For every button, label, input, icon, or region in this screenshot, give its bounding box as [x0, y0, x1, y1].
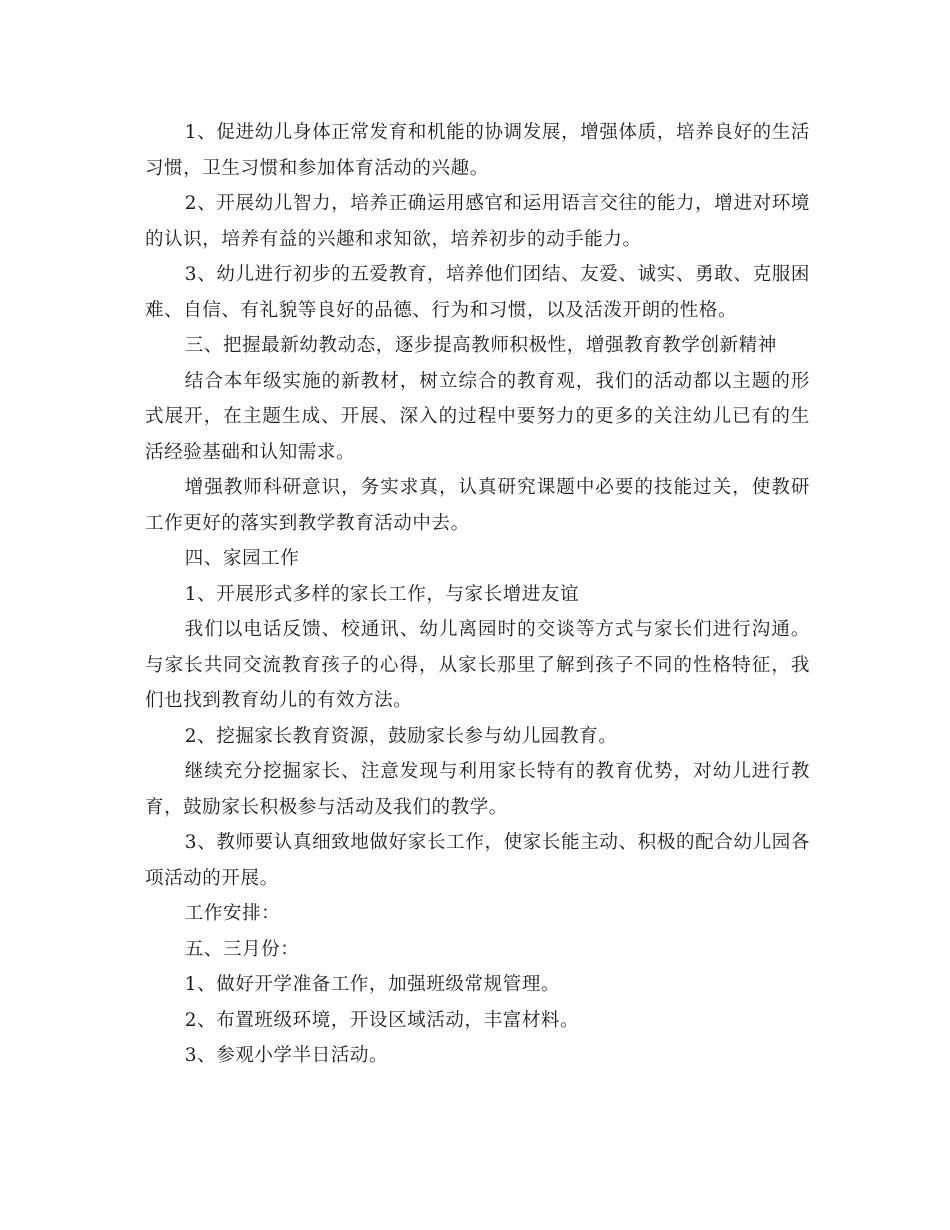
section-heading-5: 五、三月份：	[184, 938, 300, 960]
section-heading-4: 四、家园工作	[184, 548, 300, 569]
list-item-3: 3、参观小学半日活动。	[184, 1045, 389, 1066]
work-schedule-heading: 工作安排：	[184, 903, 281, 924]
subheading-4-2: 2、挖掘家长教育资源，鼓励家长参与幼儿园教育。	[184, 725, 618, 747]
section-heading-3: 三、把握最新幼教动态，逐步提高教师积极性，增强教育教学创新精神	[184, 335, 777, 356]
paragraph-3: 3、幼儿进行初步的五爱教育，培养他们团结、友爱、诚实、勇敢、克服困难、自信、有礼貌等良好的品德、行为和习惯，以及活泼开朗的性格。	[145, 264, 810, 321]
paragraph-6: 我们以电话反馈、校通讯、幼儿离园时的交谈等方式与家长们进行沟通。与家长共同交流教育孩子的心得，从家长那里了解到孩子不同的性格特征，我们也找到教育幼儿的有效方法。	[145, 619, 810, 711]
paragraph-5: 增强教师科研意识，务实求真，认真研究课题中必要的技能过关，使教研工作更好的落实到教学教育活动中去。	[145, 477, 810, 534]
subheading-4-3: 3、教师要认真细致地做好家长工作，使家长能主动、积极的配合幼儿园各项活动的开展。	[145, 832, 810, 889]
paragraph-2: 2、开展幼儿智力，培养正确运用感官和运用语言交往的能力，增进对环境的认识，培养有益的兴趣和求知欲，培养初步的动手能力。	[145, 193, 810, 250]
list-item-2: 2、布置班级环境，开设区域活动，丰富材料。	[184, 1009, 580, 1031]
paragraph-7: 继续充分挖掘家长、注意发现与利用家长特有的教育优势，对幼儿进行教育，鼓励家长积极参与活动及我们的教学。	[145, 761, 810, 818]
paragraph-1: 1、促进幼儿身体正常发育和机能的协调发展，增强体质，培养良好的生活习惯，卫生习惯和参加体育活动的兴趣。	[145, 122, 810, 179]
subheading-4-1: 1、开展形式多样的家长工作，与家长增进友谊	[184, 583, 580, 605]
document-body	[145, 115, 810, 1074]
paragraph-4: 结合本年级实施的新教材，树立综合的教育观，我们的活动都以主题的形式展开，在主题生成、开展、深入的过程中要努力的更多的关注幼儿已有的生活经验基础和认知需求。	[145, 370, 810, 463]
list-item-1: 1、做好开学准备工作，加强班级常规管理。	[184, 974, 561, 995]
